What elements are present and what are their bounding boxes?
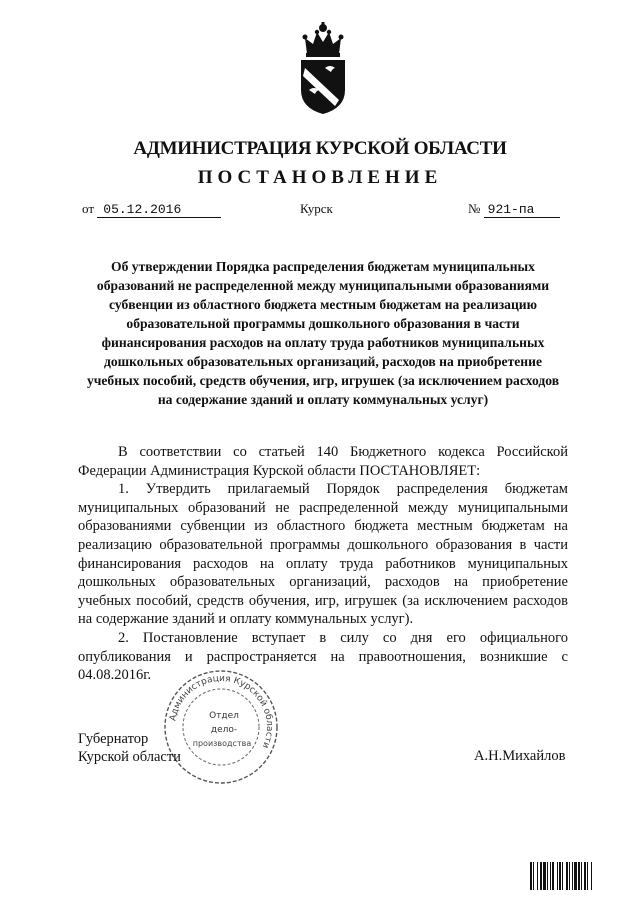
barcode-bar [533, 862, 534, 890]
number-label: № [468, 201, 481, 216]
barcode-bar [530, 862, 532, 890]
document-city: Курск [300, 201, 333, 216]
document-number-line [468, 201, 560, 218]
coat-of-arms-icon [295, 20, 351, 116]
document-heading: Об утверждении Порядка распределения бюджетам муниципальных образований не распределенной между муниципальными образованиями субвенции из областного бюджета местным бюджетам на реализацию образовательной программы дошкольного образования в части финансирования расходов на оплату труда работников муниципальных дошкольных образовательных организаций, расходов на приобретение учебных пособий, средств обучения, игр, игрушек (за исключением расходов на содержание зданий и оплату коммунальных услуг) [86, 259, 560, 407]
barcode-bar [569, 862, 570, 890]
barcode-bar [591, 862, 592, 890]
barcode-bar [581, 862, 582, 890]
office-stamp [162, 668, 280, 786]
stamp-center-line-2: дело- [210, 725, 238, 735]
barcode-bar [578, 862, 580, 890]
barcode-bar [550, 862, 551, 890]
item-1-paragraph: 1. Утвердить прилагаемый Порядок распределения бюджетам муниципальных образований не распределенной между муниципальными образованиями субвенции из областного бюджета местным бюджетам на реализацию образовательной программы дошкольного образования в части финансирования расходов на оплату труда работников муниципальных дошкольных образовательных организаций, расходов на приобретение учебных пособий, средств обучения, игр, игрушек (за исключением расходов на содержание зданий и оплату коммунальных услуг). [78, 481, 568, 628]
signatory-position [78, 730, 181, 766]
barcode-bar [557, 862, 558, 890]
barcode-icon [530, 862, 630, 890]
barcode-bar [547, 862, 548, 890]
document-type: ПОСТАНОВЛЕНИЕ [197, 167, 443, 188]
stamp-ring-text: Администрация Курской области [168, 673, 275, 750]
document-body [78, 443, 568, 685]
barcode-bar [562, 862, 563, 890]
stamp-center-line-1: Отдел [209, 711, 239, 721]
from-label: от [82, 201, 95, 216]
barcode-bar [566, 862, 568, 890]
barcode-bar [543, 862, 546, 890]
position-line-1: Губернатор [78, 731, 149, 747]
preamble-paragraph: В соответствии со статьей 140 Бюджетного кодекса Российской Федерации Администрация Курской области ПОСТАНОВЛЯЕТ: [78, 444, 568, 479]
stamp-center-line-3: производства [192, 739, 252, 748]
document-date: 05.12.2016 [97, 202, 221, 218]
barcode-bar [572, 862, 573, 890]
organization-title: АДМИНИСТРАЦИЯ КУРСКОЙ ОБЛАСТИ [133, 138, 507, 159]
barcode-bar [559, 862, 561, 890]
signatory-name: А.Н.Михайлов [474, 748, 566, 764]
item-2-paragraph: 2. Постановление вступает в силу со дня его официального опубликования и распространяется на правоотношения, возникшие с 04.08.2016г. [78, 629, 568, 684]
barcode-bar [587, 862, 588, 890]
barcode-bar [584, 862, 586, 890]
barcode-bar [540, 862, 542, 890]
barcode-bar [574, 862, 577, 890]
barcode-bar [552, 862, 554, 890]
position-line-2: Курской области [78, 749, 181, 765]
document-number: 921-па [484, 202, 560, 218]
document-date-line [82, 201, 221, 218]
barcode-bar [537, 862, 538, 890]
